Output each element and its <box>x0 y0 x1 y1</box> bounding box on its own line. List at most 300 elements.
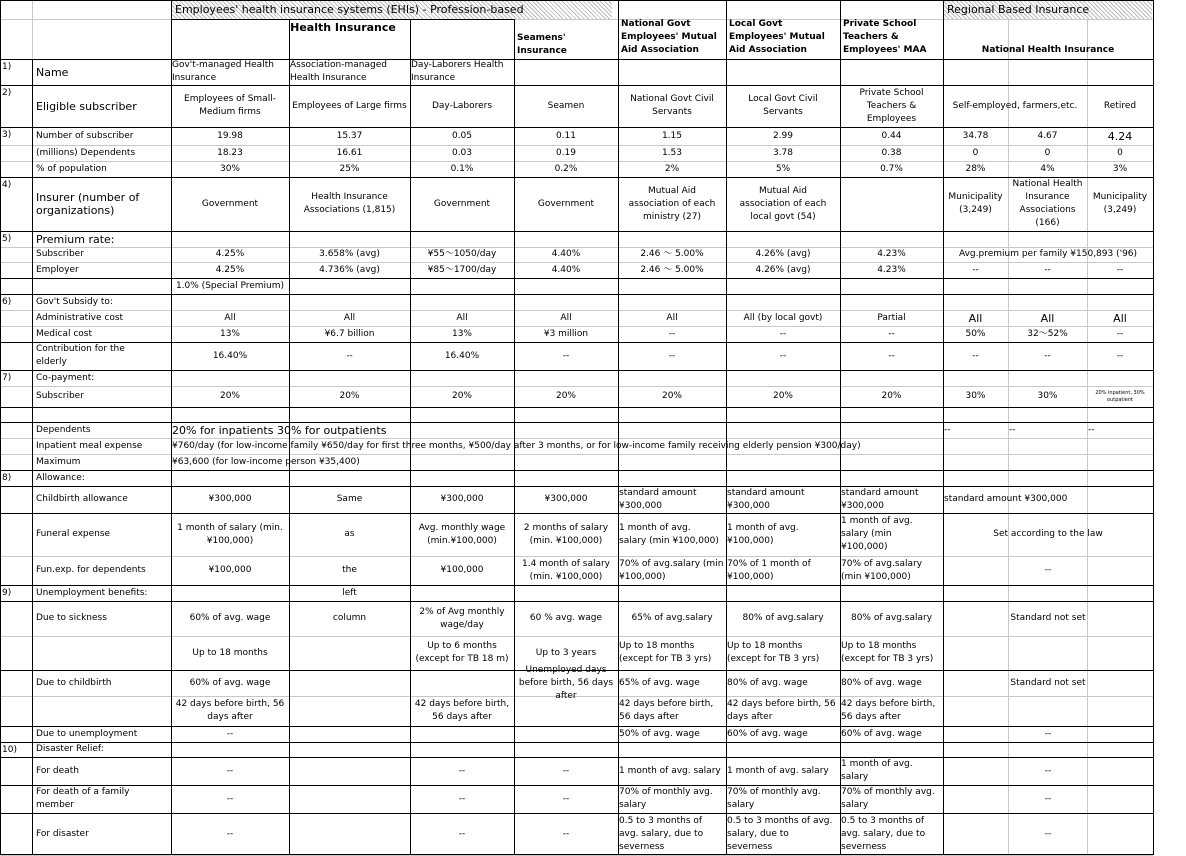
table-cell: Mutual Aid association of each ministry (27) <box>628 185 716 222</box>
table-cell <box>944 59 1007 85</box>
table-cell <box>172 294 288 310</box>
table-cell: -- <box>562 828 570 839</box>
table-cell: All <box>1113 311 1127 325</box>
table-cell <box>619 585 725 601</box>
table-cell <box>944 231 1007 247</box>
table-cell: 4.25% <box>215 249 245 259</box>
row-label: Childbirth allowance <box>36 494 128 504</box>
table-cell: -- <box>562 350 570 361</box>
row-number: 9) <box>2 588 12 598</box>
table-cell: 0.44 <box>881 130 902 141</box>
table-cell: 15.37 <box>336 130 363 141</box>
table-cell <box>515 278 617 294</box>
table-cell <box>515 231 617 247</box>
table-cell <box>1088 470 1152 486</box>
table-cell <box>944 585 1007 601</box>
table-cell: 80% of avg.salary <box>850 613 933 623</box>
row-number <box>2 145 32 161</box>
row-number: 7) <box>2 373 12 383</box>
table-cell: 0.38 <box>881 147 902 158</box>
table-cell <box>1009 278 1086 294</box>
row-number <box>2 454 32 470</box>
table-cell <box>619 294 725 310</box>
table-cell: 20% <box>772 391 793 401</box>
table-cell <box>1088 294 1152 310</box>
table-cell: All <box>666 312 678 323</box>
table-cell <box>515 294 617 310</box>
table-cell: 0.03 <box>451 147 473 158</box>
table-cell <box>172 370 288 386</box>
table-cell: 60% of avg. wage <box>189 613 271 623</box>
table-cell: 60% of avg. wage <box>841 728 922 739</box>
table-cell: 0.19 <box>555 147 577 158</box>
row-label <box>34 407 171 422</box>
table-cell: 20% for inpatients 30% for outpatients <box>172 423 387 437</box>
row-label: Eligible subscriber <box>36 99 137 113</box>
table-cell: 13% <box>219 328 240 339</box>
table-cell: 70% of avg.salary (min ¥100,000) <box>619 558 724 582</box>
table-cell: 20% <box>661 391 682 401</box>
table-cell <box>727 407 839 422</box>
table-cell: 70% of avg.salary (min ¥100,000) <box>841 558 923 582</box>
row-number <box>2 813 32 855</box>
table-cell: ¥85～1700/day <box>427 264 497 275</box>
table-cell: ¥100,000 <box>208 565 252 575</box>
table-cell: 20% <box>339 391 360 401</box>
header-national-govt: National Govt Employees' Mutual Aid Association <box>621 19 717 55</box>
row-number <box>2 486 32 513</box>
table-cell: ¥3 million <box>543 328 589 339</box>
row-number <box>2 342 32 370</box>
table-cell <box>290 470 409 486</box>
table-cell: 20% <box>881 391 902 401</box>
row-number: 3) <box>2 130 12 140</box>
table-cell: 13% <box>451 328 472 339</box>
table-cell: 0.11 <box>555 130 577 141</box>
table-cell <box>1088 231 1152 247</box>
table-cell: Day-Laborers Health Insurance <box>411 60 504 83</box>
row-label: Allowance: <box>36 472 85 483</box>
table-cell <box>172 585 288 601</box>
table-cell <box>727 370 839 386</box>
table-cell <box>841 742 942 757</box>
table-cell <box>1009 231 1086 247</box>
table-cell <box>515 585 617 601</box>
table-cell: 70% of monthly avg. salary <box>619 787 713 810</box>
table-cell: 30% <box>965 391 986 401</box>
row-label: For death <box>36 765 79 776</box>
table-cell: left <box>342 587 357 598</box>
table-cell <box>944 278 1007 294</box>
table-cell: Gov't-managed Health Insurance <box>172 60 274 83</box>
table-cell: 4.40% <box>551 249 581 259</box>
row-label: Maximum <box>36 456 81 467</box>
row-label: Co-payment: <box>36 372 95 383</box>
table-cell: 2 months of salary (min. ¥100,000) <box>523 522 609 546</box>
table-cell: -- <box>562 765 570 776</box>
table-cell: 70% of 1 month of ¥100,000) <box>727 558 811 582</box>
table-cell: 0 <box>1044 147 1051 158</box>
table-cell <box>1009 696 1086 726</box>
table-cell <box>619 742 725 757</box>
row-number <box>2 670 32 696</box>
table-cell: 0.5 to 3 months of avg. salary, due to severness <box>619 815 704 852</box>
row-label: Premium rate: <box>36 232 115 246</box>
table-cell <box>290 726 409 742</box>
table-cell <box>411 278 513 294</box>
table-cell: All <box>343 312 356 323</box>
table-cell <box>515 726 617 742</box>
table-cell: 1 month of avg. ¥100,000) <box>727 522 799 546</box>
table-cell: -- <box>1044 765 1052 776</box>
row-number <box>2 636 32 670</box>
table-cell: 30% <box>219 163 240 174</box>
table-cell: 5% <box>775 163 791 174</box>
table-cell: Set according to the law <box>993 529 1103 539</box>
table-cell <box>172 470 288 486</box>
table-cell: 1.0% (Special Premium) <box>175 280 285 291</box>
table-cell <box>1088 585 1152 601</box>
table-cell: ¥300,000 <box>544 494 588 504</box>
table-cell <box>1088 278 1152 294</box>
table-cell <box>515 370 617 386</box>
table-cell <box>290 742 409 757</box>
row-number: 1) <box>2 62 12 72</box>
table-cell <box>411 742 513 757</box>
row-number <box>2 422 32 438</box>
table-cell <box>1088 370 1152 386</box>
table-cell: 1 month of avg. salary <box>727 765 829 776</box>
row-number: 8) <box>2 473 12 483</box>
row-label: (millions) Dependents <box>36 147 136 158</box>
table-cell <box>1088 636 1152 670</box>
table-cell: 65% of avg.salary <box>631 613 713 623</box>
table-cell: Up to 3 years <box>535 647 597 658</box>
table-cell: -- <box>1044 728 1052 739</box>
row-label: Subscriber <box>36 391 84 401</box>
table-cell <box>290 407 409 422</box>
table-cell: Avg. monthly wage (min.¥100,000) <box>418 522 506 546</box>
table-cell: Unemployed days before birth, 56 days after <box>518 664 614 701</box>
table-cell: -- <box>346 350 353 361</box>
row-label: Disaster Relief: <box>36 744 104 754</box>
table-cell: 2.46 ～ 5.00% <box>640 249 704 259</box>
table-cell: column <box>332 613 367 623</box>
table-cell: -- <box>779 328 787 339</box>
table-cell <box>841 177 942 231</box>
table-cell: ¥760/day (for low-income family ¥650/day for first three months, ¥500/day after 3 months, or for low-income family receiving elderly pension ¥300/day) <box>172 440 861 451</box>
table-cell <box>944 407 1007 422</box>
table-cell: 2% of Avg monthly wage/day <box>419 606 505 630</box>
table-cell <box>1009 294 1086 310</box>
table-cell: 32～52% <box>1027 328 1068 339</box>
row-number <box>2 247 32 262</box>
table-cell <box>290 370 409 386</box>
row-label: Inpatient meal expense <box>36 440 143 451</box>
row-number <box>2 386 32 407</box>
table-cell: 1 month of salary (min. ¥100,000) <box>177 522 283 546</box>
table-cell <box>290 757 409 785</box>
table-cell: Up to 18 months <box>192 647 268 658</box>
row-number <box>2 601 32 636</box>
table-cell: -- <box>1116 264 1124 275</box>
row-label <box>34 636 171 670</box>
table-cell: 1.4 month of salary (min. ¥100,000) <box>521 558 611 582</box>
row-label: Medical cost <box>36 328 93 339</box>
table-cell: -- <box>668 328 676 339</box>
header-title-right: Regional Based Insurance <box>944 1 1152 19</box>
table-cell: -- <box>888 328 895 339</box>
row-label: Subscriber <box>36 249 84 259</box>
table-cell <box>727 59 839 85</box>
table-cell <box>841 231 942 247</box>
table-cell: 16.40% <box>212 350 248 361</box>
cell-border <box>1153 0 1154 855</box>
table-cell: standard amount ¥300,000 <box>944 494 1068 504</box>
table-cell: 42 days before birth, 56 days after <box>841 699 936 722</box>
row-label: Name <box>36 65 69 79</box>
table-cell: Seamen <box>547 100 585 111</box>
row-label: Gov't Subsidy to: <box>36 296 113 307</box>
table-cell <box>944 294 1007 310</box>
table-cell: 4.26% (avg) <box>755 264 811 275</box>
table-cell: ¥6.7 billion <box>324 328 375 339</box>
table-cell <box>1088 696 1152 726</box>
row-number: 10) <box>2 745 17 755</box>
table-cell: Standard not set <box>1010 613 1086 623</box>
table-cell: Retired <box>1103 100 1137 111</box>
table-cell: -- <box>226 828 234 839</box>
table-cell: Same <box>336 494 363 504</box>
row-number: 4) <box>2 180 12 190</box>
row-number <box>2 757 32 785</box>
table-cell <box>841 278 942 294</box>
table-cell: -- <box>779 350 787 361</box>
table-cell: 1 month of avg. salary <box>619 765 721 776</box>
table-cell: 0.2% <box>554 163 578 174</box>
table-cell <box>727 470 839 486</box>
row-number <box>2 438 32 454</box>
table-cell <box>727 231 839 247</box>
table-cell: 0 <box>1117 147 1123 158</box>
row-label: Fun.exp. for dependents <box>36 565 146 575</box>
table-cell <box>411 231 513 247</box>
table-cell <box>619 370 725 386</box>
row-label: Due to sickness <box>36 613 107 623</box>
table-cell <box>172 742 288 757</box>
row-label: Insurer (number of organizations) <box>36 191 140 217</box>
table-cell: 1.53 <box>661 147 683 158</box>
table-cell <box>515 470 617 486</box>
table-cell <box>411 585 513 601</box>
table-cell: 80% of avg. wage <box>727 677 808 688</box>
table-cell: -- <box>1088 424 1095 435</box>
table-cell: 60 % avg. wage <box>529 613 603 623</box>
table-cell <box>841 470 942 486</box>
table-cell: Association-managed Health Insurance <box>290 60 387 83</box>
table-cell: Up to 18 months (except for TB 3 yrs) <box>619 641 712 664</box>
table-cell <box>515 59 617 85</box>
table-cell: 30% <box>1037 391 1058 401</box>
table-cell: 1 month of avg. salary (min ¥100,000) <box>841 516 913 552</box>
table-cell <box>1088 742 1152 757</box>
table-cell <box>619 407 725 422</box>
table-cell <box>411 470 513 486</box>
row-number: 5) <box>2 234 12 244</box>
table-cell: 19.98 <box>217 130 243 141</box>
table-cell <box>841 59 942 85</box>
table-cell: 20% inpatient, 30% outpatient <box>1095 389 1145 403</box>
table-cell: 2.46 ～ 5.00% <box>640 264 704 275</box>
table-cell: Up to 6 months (except for TB 18 m) <box>415 641 509 664</box>
row-label: Due to childbirth <box>36 677 112 688</box>
table-cell <box>290 294 409 310</box>
header-title-left: Employees' health insurance systems (EHIs) - Profession-based <box>172 1 612 19</box>
table-cell: the <box>342 565 357 575</box>
row-number <box>2 696 32 726</box>
table-cell <box>290 813 409 855</box>
table-cell: -- <box>1044 793 1052 804</box>
table-cell: 42 days before birth, 56 days after <box>414 699 510 722</box>
table-cell: 4.24 <box>1107 129 1133 143</box>
table-cell: Municipality (3,249) <box>1092 192 1148 215</box>
table-cell <box>727 742 839 757</box>
row-label: For death of a family member <box>36 787 130 810</box>
row-number <box>2 161 32 177</box>
table-cell: as <box>344 529 355 539</box>
table-cell: Standard not set <box>1010 677 1086 688</box>
table-cell: 16.61 <box>336 147 363 158</box>
table-cell: Mutual Aid association of each local govt (54) <box>739 185 827 222</box>
header-private-school: Private School Teachers & Employees' MAA <box>843 19 927 55</box>
table-cell <box>841 370 942 386</box>
table-cell <box>619 231 725 247</box>
table-cell <box>290 785 409 813</box>
table-cell: standard amount ¥300,000 <box>619 487 697 511</box>
table-cell: 0.05 <box>451 130 473 141</box>
table-cell <box>944 636 1007 670</box>
table-cell: Government <box>433 198 491 209</box>
table-cell: All (by local govt) <box>743 312 823 323</box>
table-cell: All <box>560 312 572 323</box>
table-cell: 0.5 to 3 months of avg. salary, due to severness <box>727 815 833 852</box>
table-cell: -- <box>1009 424 1016 435</box>
table-cell: 42 days before birth, 56 days after <box>175 699 285 722</box>
table-cell: 0.5 to 3 months of avg. salary, due to severness <box>841 815 926 852</box>
table-cell: 16.40% <box>444 350 480 361</box>
table-cell: ¥55～1050/day <box>427 249 497 259</box>
table-cell: 20% <box>219 391 240 401</box>
table-cell <box>1009 370 1086 386</box>
table-cell: 18.23 <box>217 147 243 158</box>
table-cell: 4.67 <box>1037 130 1058 141</box>
table-cell: 60% of avg. wage <box>189 677 271 688</box>
row-label: Number of subscriber <box>36 130 134 141</box>
row-label: Contribution for the elderly <box>36 344 125 367</box>
table-cell: -- <box>562 793 570 804</box>
row-number: 6) <box>2 297 12 307</box>
table-cell: 34.78 <box>962 130 989 141</box>
table-cell: 4.25% <box>215 264 245 275</box>
row-label: Employer <box>36 264 79 275</box>
table-cell <box>172 407 288 422</box>
table-cell: -- <box>944 424 951 435</box>
table-cell: 2.99 <box>772 130 794 141</box>
table-cell: 50% <box>965 328 986 339</box>
header-health-insurance: Health Insurance <box>290 21 396 34</box>
table-cell: Local Govt Civil Servants <box>748 94 818 117</box>
table-cell: 70% of monthly avg. salary <box>727 787 821 810</box>
table-cell: -- <box>972 350 979 361</box>
table-cell <box>411 370 513 386</box>
table-cell <box>841 294 942 310</box>
table-cell <box>944 470 1007 486</box>
row-label <box>34 696 171 726</box>
table-cell: All <box>224 312 236 323</box>
table-cell <box>411 726 513 742</box>
row-number <box>2 262 32 278</box>
table-cell <box>727 278 839 294</box>
table-cell: 4.736% (avg) <box>319 264 380 275</box>
table-cell: 3.78 <box>772 147 794 158</box>
table-cell: -- <box>226 728 234 739</box>
row-label: Due to unemployment <box>36 728 138 739</box>
table-cell: -- <box>458 765 466 776</box>
table-cell <box>290 231 409 247</box>
table-cell: -- <box>1116 328 1124 339</box>
table-cell <box>1088 59 1152 85</box>
table-cell <box>944 370 1007 386</box>
table-cell: -- <box>668 350 676 361</box>
table-cell <box>1009 742 1086 757</box>
table-cell: Government <box>537 198 595 209</box>
table-cell <box>411 407 513 422</box>
table-cell: ¥300,000 <box>208 494 252 504</box>
table-cell: 80% of avg. wage <box>841 677 922 688</box>
table-cell <box>727 294 839 310</box>
table-cell: 28% <box>965 163 986 174</box>
table-cell: 1 month of avg. salary <box>841 759 913 782</box>
table-cell: Municipality (3,249) <box>948 192 1003 215</box>
table-cell: 60% of avg. wage <box>727 728 808 739</box>
row-number <box>2 785 32 813</box>
table-cell <box>515 696 617 726</box>
table-cell <box>411 294 513 310</box>
table-cell: 42 days before birth, 56 days after <box>727 699 836 722</box>
table-cell: 20% <box>451 391 472 401</box>
row-number <box>2 726 32 742</box>
table-cell: All <box>968 311 983 325</box>
table-cell: -- <box>972 264 979 275</box>
table-cell: ¥100,000 <box>440 565 484 575</box>
table-cell: Avg.premium per family ¥150,893 ('96) <box>958 249 1138 259</box>
table-cell <box>290 696 409 726</box>
table-cell: -- <box>1116 350 1124 361</box>
table-cell <box>515 742 617 757</box>
table-cell <box>1009 470 1086 486</box>
table-cell: National Govt Civil Servants <box>630 94 714 117</box>
row-number <box>2 310 32 326</box>
row-label: Dependents <box>36 424 91 435</box>
table-cell <box>515 407 617 422</box>
table-cell: 3.658% (avg) <box>319 249 380 259</box>
row-number <box>2 556 32 585</box>
table-cell: 70% of monthly avg. salary <box>841 787 935 810</box>
table-cell: 42 days before birth, 56 days after <box>619 699 714 722</box>
table-cell: -- <box>1044 264 1051 275</box>
table-cell: 25% <box>339 163 360 174</box>
table-cell: Up to 18 months (except for TB 3 yrs) <box>841 641 934 664</box>
